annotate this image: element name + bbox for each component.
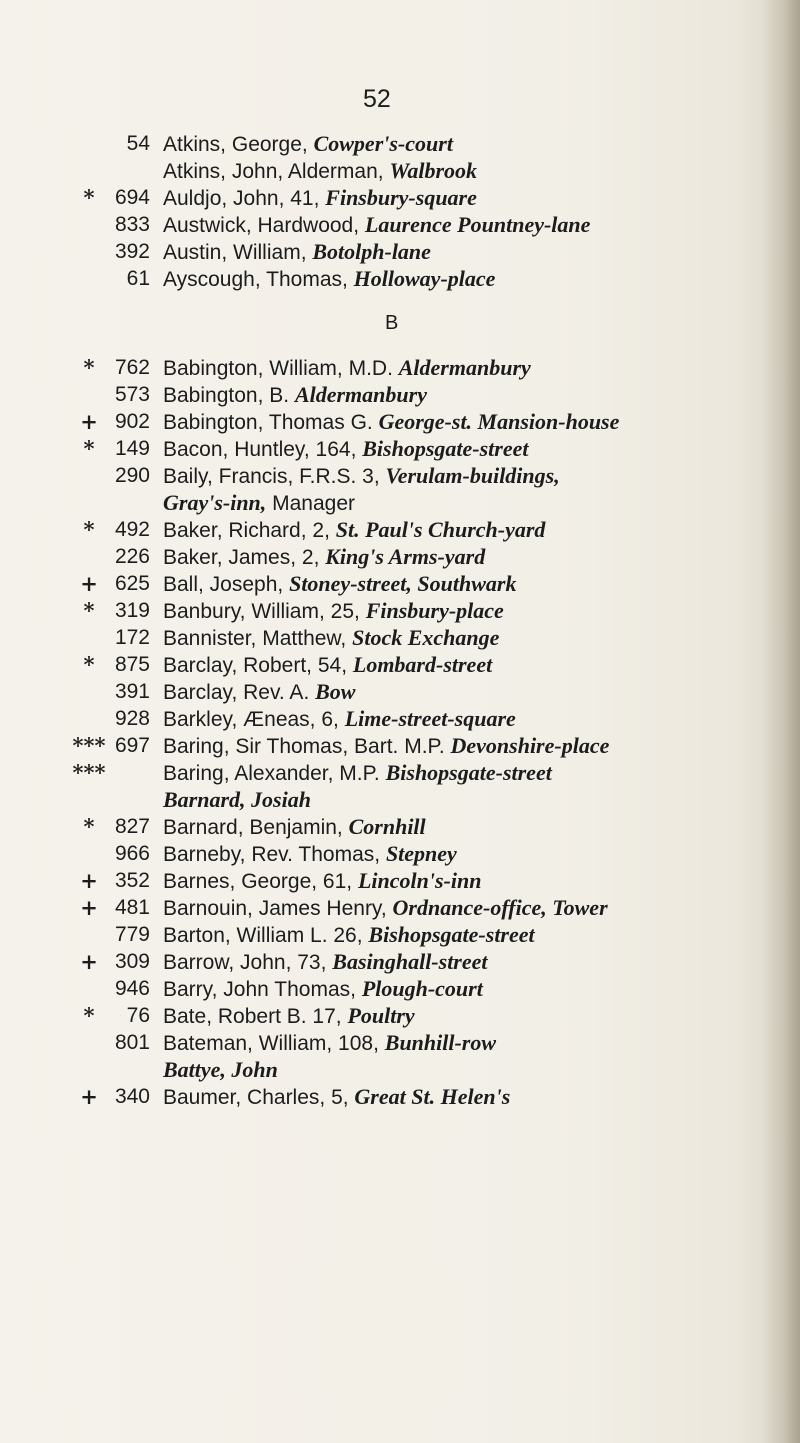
- entries-group-a: [0, 130, 800, 292]
- list-item: [0, 705, 800, 732]
- list-item: [0, 651, 800, 678]
- entry-text: [163, 1056, 278, 1084]
- entry-name: Barrow, John, 73,: [163, 951, 333, 974]
- entry-address: Verulam-buildings,: [385, 463, 560, 488]
- entry-name: Barclay, Rev. A.: [163, 681, 316, 704]
- entry-number: 172: [114, 626, 150, 649]
- entry-name: Barclay, Robert, 54,: [163, 654, 353, 677]
- entry-name: Babington, William, M.D.: [163, 357, 399, 380]
- entry-address: Cornhill: [348, 814, 426, 839]
- membership-mark: *: [83, 1003, 95, 1028]
- entry-name: Barnes, George, 61,: [163, 870, 358, 893]
- entry-number: 697: [114, 734, 150, 757]
- entry-role: Manager: [266, 492, 356, 515]
- entry-name: Ayscough, Thomas,: [163, 268, 354, 291]
- list-item: [0, 354, 800, 381]
- section-heading: [0, 292, 800, 354]
- entry-text: [163, 408, 619, 436]
- entry-name: Austin, William,: [163, 241, 313, 264]
- entry-name: Barkley, Æneas, 6,: [163, 708, 345, 731]
- list-item: [0, 130, 800, 157]
- entry-text: [163, 651, 492, 679]
- list-item: [0, 265, 800, 292]
- entries-group-b: [0, 354, 800, 1110]
- list-item: [0, 840, 800, 867]
- entry-address: Aldermanbury: [398, 355, 531, 380]
- entry-name: Banbury, William, 25,: [163, 600, 366, 623]
- entry-name: Baily, Francis, F.R.S. 3,: [163, 465, 386, 488]
- entry-number: 875: [114, 653, 150, 676]
- entry-number: 902: [114, 410, 150, 433]
- entry-address: Bishopsgate-street: [385, 760, 552, 785]
- list-item: [0, 435, 800, 462]
- entry-name: Bacon, Huntley, 164,: [163, 438, 363, 461]
- list-item: [0, 678, 800, 705]
- entry-number: 226: [114, 545, 150, 568]
- list-item: [0, 238, 800, 265]
- entry-name: Auldjo, John, 41,: [163, 187, 326, 210]
- entry-text: [163, 516, 545, 544]
- entry-text: [163, 624, 499, 652]
- entry-text: [163, 975, 483, 1003]
- entry-address: Lime-street-square: [344, 706, 516, 731]
- entry-number: 340: [114, 1085, 150, 1108]
- entry-text: [163, 1029, 496, 1057]
- list-item: [0, 570, 800, 597]
- entry-number: 391: [114, 680, 150, 703]
- entry-number: 352: [114, 869, 150, 892]
- membership-mark: +: [80, 868, 98, 893]
- entry-text: [163, 184, 477, 212]
- entry-name: Babington, B.: [163, 384, 295, 407]
- entry-number: 928: [114, 707, 150, 730]
- list-item: [0, 759, 800, 786]
- entry-text: [163, 921, 535, 949]
- list-item: [0, 543, 800, 570]
- entry-number: 966: [114, 842, 150, 865]
- entry-name: Baker, James, 2,: [163, 546, 326, 569]
- entry-number: 492: [114, 518, 150, 541]
- entry-number: 54: [126, 132, 150, 155]
- entry-address: Laurence Pountney-lane: [364, 212, 591, 237]
- entry-name: Baker, Richard, 2,: [163, 519, 336, 542]
- entry-address: Holloway-place: [353, 266, 496, 291]
- list-item: [0, 381, 800, 408]
- entry-name: Barneby, Rev. Thomas,: [163, 843, 386, 866]
- membership-mark: +: [80, 949, 98, 974]
- list-item: [0, 948, 800, 975]
- entry-address: King's Arms-yard: [325, 544, 486, 569]
- entry-text: [163, 354, 531, 382]
- section-letter: B: [385, 312, 399, 334]
- membership-mark: *: [83, 598, 95, 623]
- entry-text: [163, 597, 504, 625]
- entry-number: 573: [114, 383, 150, 406]
- list-item: [0, 157, 800, 184]
- entry-text: [163, 211, 590, 239]
- entry-text: [163, 489, 355, 517]
- entry-address: Basinghall-street: [332, 949, 488, 974]
- membership-mark: *: [83, 436, 95, 461]
- membership-mark: *: [83, 355, 95, 380]
- membership-mark: *: [83, 185, 95, 210]
- entry-name: Austwick, Hardwood,: [163, 214, 365, 237]
- entry-address: Stepney: [385, 841, 457, 866]
- entry-address: St. Paul's Church-yard: [335, 517, 546, 542]
- membership-mark: ***: [72, 733, 106, 758]
- entry-name: Baring, Sir Thomas, Bart. M.P.: [163, 735, 451, 758]
- entry-number: 149: [114, 437, 150, 460]
- entry-address: Stock Exchange: [352, 625, 500, 650]
- entry-number: 481: [114, 896, 150, 919]
- directory-entries: [0, 130, 800, 1110]
- entry-address: Finsbury-place: [365, 598, 504, 623]
- entry-number: 309: [114, 950, 150, 973]
- entry-address: Devonshire-place: [450, 733, 610, 758]
- entry-number: 392: [114, 240, 150, 263]
- entry-number: 319: [114, 599, 150, 622]
- entry-address: Cowper's-court: [313, 131, 453, 156]
- entry-name: Barton, William L. 26,: [163, 924, 369, 947]
- list-item: [0, 1083, 800, 1110]
- entry-text: [163, 840, 457, 868]
- membership-mark: *: [83, 517, 95, 542]
- entry-address: Stoney-street, Southwark: [289, 571, 517, 596]
- list-item: [0, 1002, 800, 1029]
- entry-name: Atkins, George,: [163, 133, 314, 156]
- entry-text: [163, 435, 528, 463]
- list-item: [0, 462, 800, 489]
- entry-number: 833: [114, 213, 150, 236]
- entry-address: Lombard-street: [352, 652, 493, 677]
- membership-mark: +: [80, 409, 98, 434]
- entry-address: Great St. Helen's: [354, 1084, 511, 1109]
- entry-number: 694: [114, 186, 150, 209]
- list-item: [0, 516, 800, 543]
- list-item: [0, 867, 800, 894]
- entry-name: Bateman, William, 108,: [163, 1032, 385, 1055]
- entry-name: Bannister, Matthew,: [163, 627, 353, 650]
- entry-text: [163, 570, 516, 598]
- entry-text: [163, 759, 552, 787]
- entry-text: [163, 813, 426, 841]
- entry-address: Walbrook: [389, 158, 478, 183]
- entry-address: Poultry: [347, 1003, 415, 1028]
- membership-mark: *: [83, 652, 95, 677]
- entry-text: [163, 786, 311, 814]
- entry-address: Bow: [315, 679, 356, 704]
- entry-address: Barnard, Josiah: [163, 787, 311, 812]
- entry-name: Barry, John Thomas,: [163, 978, 362, 1001]
- entry-number: 290: [114, 464, 150, 487]
- entry-address: Plough-court: [361, 976, 483, 1001]
- entry-number: 625: [114, 572, 150, 595]
- list-item: [0, 624, 800, 651]
- entry-address: Ordnance-office, Tower: [392, 895, 608, 920]
- list-item: [0, 921, 800, 948]
- list-item: [0, 1029, 800, 1056]
- list-item: [0, 894, 800, 921]
- entry-number: 779: [114, 923, 150, 946]
- entry-address: Aldermanbury: [294, 382, 427, 407]
- entry-name: Baring, Alexander, M.P.: [163, 762, 386, 785]
- entry-text: [163, 543, 485, 571]
- entry-text: [163, 732, 609, 760]
- entry-address: George-st. Mansion-house: [378, 409, 620, 434]
- entry-text: [163, 381, 427, 409]
- entry-name: Barnard, Benjamin,: [163, 816, 349, 839]
- entry-name: Barnouin, James Henry,: [163, 897, 393, 920]
- entry-text: [163, 678, 355, 706]
- entry-text: [163, 238, 431, 266]
- entry-address: Gray's-inn,: [163, 490, 267, 515]
- entry-address: Finsbury-square: [325, 185, 477, 210]
- entry-number: 946: [114, 977, 150, 1000]
- list-item: [0, 408, 800, 435]
- membership-mark: *: [83, 814, 95, 839]
- list-item: [0, 597, 800, 624]
- membership-mark: +: [80, 895, 98, 920]
- entry-address: Bishopsgate-street: [362, 436, 529, 461]
- entry-name: Bate, Robert B. 17,: [163, 1005, 348, 1028]
- entry-name: Atkins, John, Alderman,: [163, 160, 390, 183]
- list-item: [0, 211, 800, 238]
- entry-name: Ball, Joseph,: [163, 573, 290, 596]
- entry-text: [163, 867, 481, 895]
- membership-mark: ***: [72, 760, 106, 785]
- entry-name: Babington, Thomas G.: [163, 411, 379, 434]
- entry-address: Bishopsgate-street: [368, 922, 535, 947]
- entry-text: [163, 130, 453, 158]
- entry-text: [163, 1083, 510, 1111]
- entry-address: Battye, John: [163, 1057, 278, 1082]
- list-item: [0, 975, 800, 1002]
- entry-text: [163, 948, 488, 976]
- list-item: [0, 786, 800, 813]
- membership-mark: +: [80, 571, 98, 596]
- list-item: [0, 1056, 800, 1083]
- list-item: [0, 813, 800, 840]
- entry-text: [163, 462, 560, 490]
- entry-number: 76: [126, 1004, 150, 1027]
- entry-number: 762: [114, 356, 150, 379]
- entry-text: [163, 265, 495, 293]
- entry-address: Bunhill-row: [384, 1030, 497, 1055]
- entry-text: [163, 894, 608, 922]
- entry-address: Lincoln's-inn: [357, 868, 482, 893]
- entry-number: 801: [114, 1031, 150, 1054]
- entry-number: 827: [114, 815, 150, 838]
- entry-text: [163, 157, 477, 185]
- entry-address: Botolph-lane: [312, 239, 431, 264]
- membership-mark: +: [80, 1084, 98, 1109]
- entry-text: [163, 705, 516, 733]
- entry-number: 61: [126, 267, 150, 290]
- page-number: 52: [363, 85, 391, 113]
- list-item: [0, 489, 800, 516]
- entry-name: Baumer, Charles, 5,: [163, 1086, 355, 1109]
- list-item: [0, 732, 800, 759]
- entry-text: [163, 1002, 415, 1030]
- list-item: [0, 184, 800, 211]
